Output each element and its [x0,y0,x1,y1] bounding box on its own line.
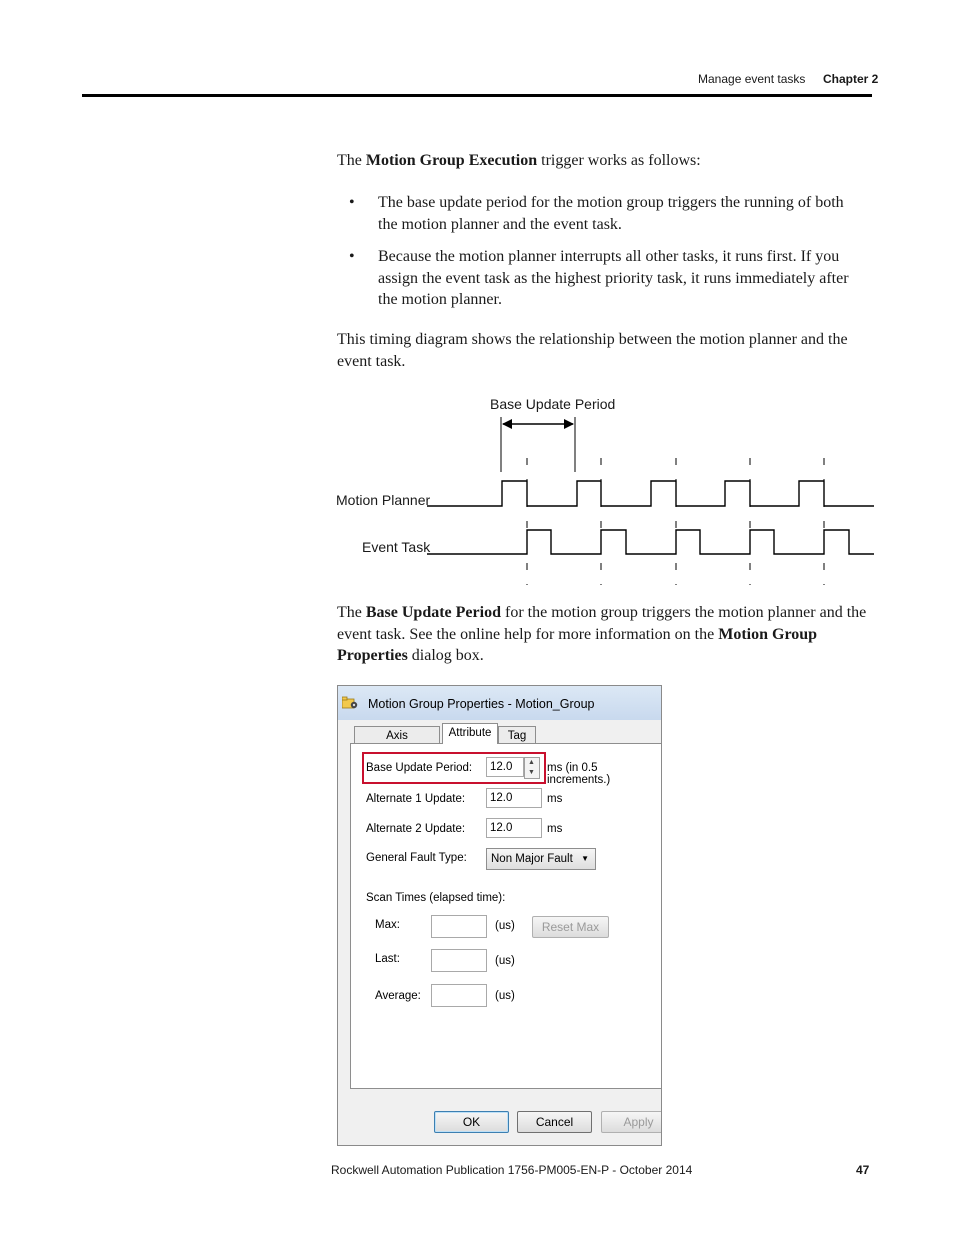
last-label: Last: [375,953,400,965]
average-label: Average: [375,990,421,1002]
max-unit: (us) [495,920,515,932]
alternate-2-label: Alternate 2 Update: [366,823,466,835]
base-update-paragraph: The Base Update Period for the motion group triggers the motion planner and the event task. See the online help for more information on the Motion Group Properties dialog box. [337,604,867,664]
average-scan-input[interactable] [431,984,487,1007]
last-scan-input[interactable] [431,949,487,972]
base-update-period-label: Base Update Period: [366,762,473,774]
average-unit: (us) [495,990,515,1002]
header-rule [82,94,872,97]
event-task-label: Event Task [362,539,431,555]
folder-gear-icon [342,696,358,709]
general-fault-type-select[interactable]: Non Major Fault ▼ [486,848,596,870]
dialog-titlebar [338,686,661,720]
period-guide-lines [527,458,824,585]
reset-max-button[interactable]: Reset Max [532,916,609,938]
cancel-button[interactable]: Cancel [517,1111,592,1133]
footer-publication: Rockwell Automation Publication 1756-PM005-EN-P - October 2014 [331,1163,693,1177]
intro-bold-term: Motion Group Execution [365,152,538,169]
alternate-1-label: Alternate 1 Update: [366,793,466,805]
spinner-up-icon[interactable]: ▲ [528,759,535,766]
timing-diagram [330,390,880,590]
bullet-list [337,192,867,322]
general-fault-type-label: General Fault Type: [366,852,467,864]
running-header-section: Manage event tasks [698,72,806,86]
running-header-chapter: Chapter 2 [823,72,879,86]
alternate-1-unit: ms [547,793,563,805]
intro-paragraph: The Motion Group Execution trigger works as follows: [337,152,701,169]
max-scan-input[interactable] [431,915,487,938]
alternate-1-input[interactable]: 12.0 [486,788,542,808]
bullet-item: • The base update period for the motion group triggers the running of both the motion planner and the event task. [349,194,844,233]
motion-planner-label: Motion Planner [336,492,431,508]
dropdown-arrow-icon[interactable]: ▼ [581,854,589,863]
alternate-2-input[interactable]: 12.0 [486,818,542,838]
apply-button[interactable]: Apply [601,1111,662,1133]
event-task-waveform [427,530,874,554]
base-update-spinner[interactable] [524,757,540,779]
motion-planner-waveform [427,481,874,506]
base-update-period-label: Base Update Period [490,396,616,412]
last-unit: (us) [495,955,515,967]
timing-paragraph: This timing diagram shows the relationship between the motion planner and the event task. [337,331,848,370]
alternate-2-unit: ms [547,823,563,835]
scan-times-label: Scan Times (elapsed time): [366,892,506,904]
dialog-title: Motion Group Properties - Motion_Group [368,697,595,711]
page-number: 47 [856,1163,870,1177]
base-update-period-input[interactable]: 12.0 [486,757,524,777]
bullet-item: • Because the motion planner interrupts all other tasks, it runs first. If you assign the event task as the highest priority task, it runs immediately after the motion planner. [349,248,849,308]
base-update-unit: ms (in 0.5 increments.) [547,762,611,786]
tab-tag[interactable]: Tag [498,726,536,744]
arrow-right-head [564,419,574,429]
motion-group-properties-dialog [337,685,662,1146]
max-label: Max: [375,919,400,931]
tab-axis-assignment[interactable]: Axis [354,726,440,744]
ok-button[interactable]: OK [434,1111,509,1133]
arrow-left-head [502,419,512,429]
tab-attribute[interactable]: Attribute [442,723,498,744]
spinner-down-icon[interactable]: ▼ [528,769,535,776]
